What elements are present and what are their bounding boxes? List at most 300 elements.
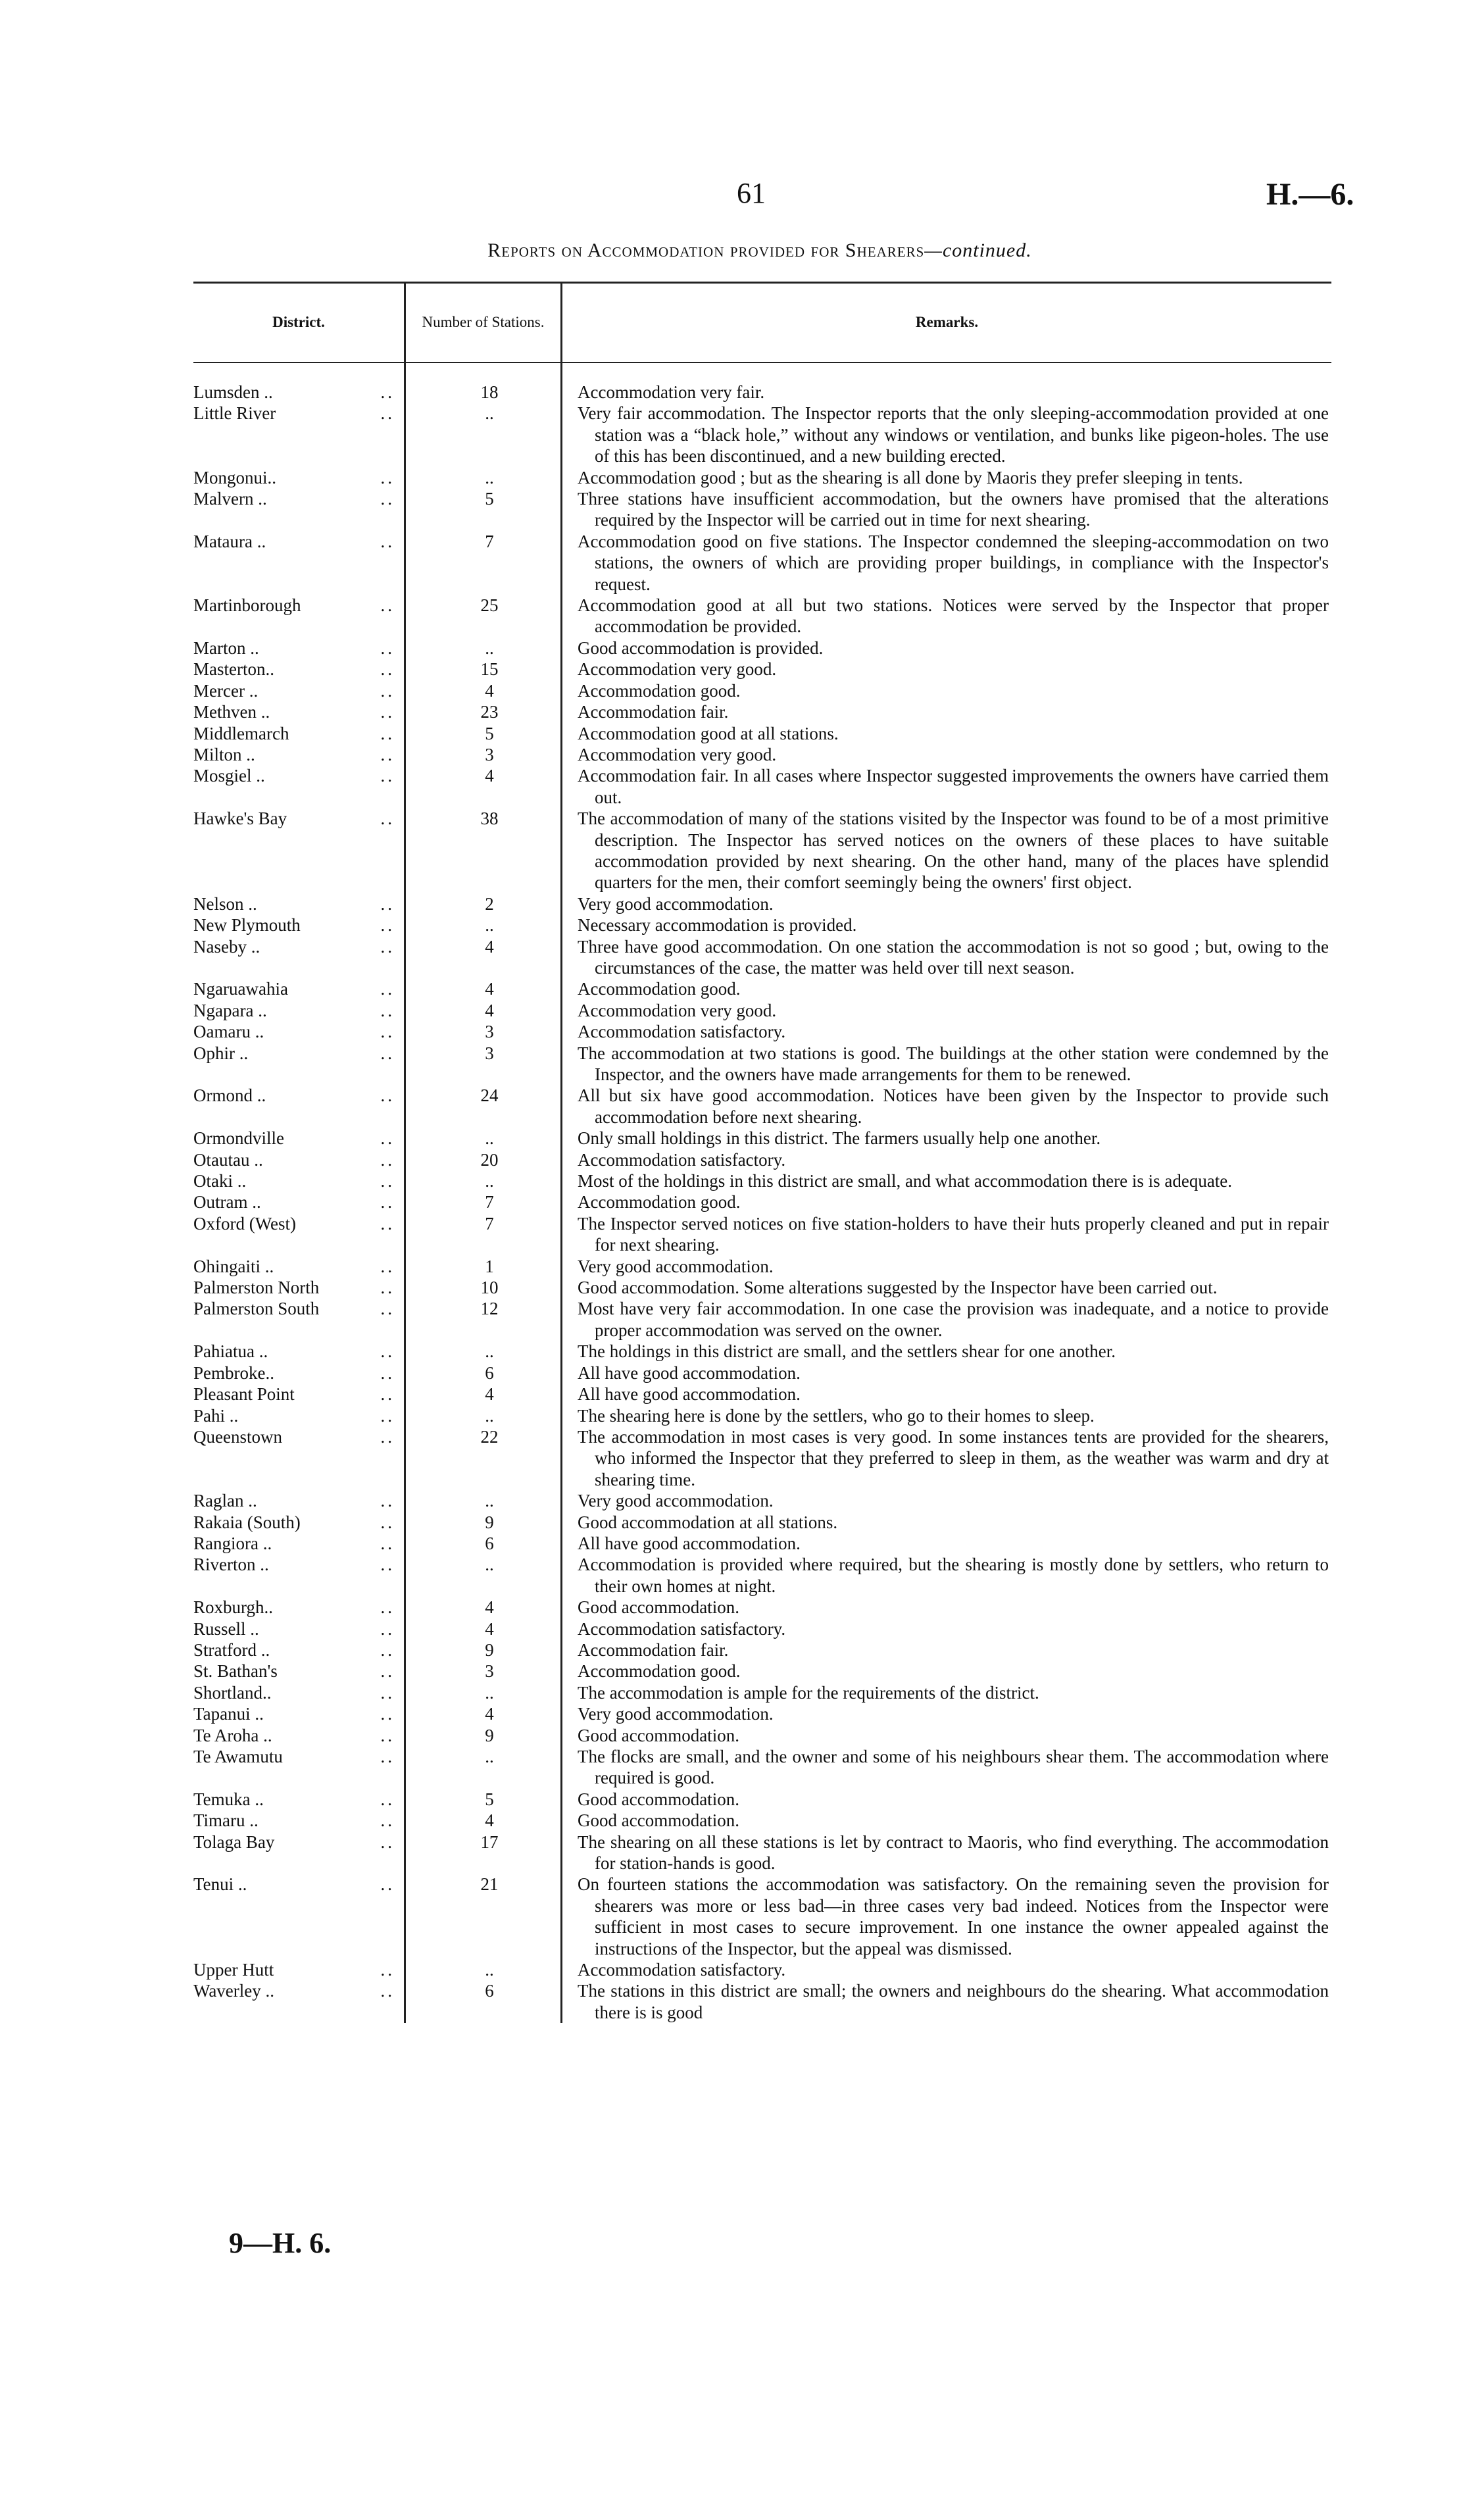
table-row <box>193 1341 1331 1362</box>
district-name: Ohingaiti .. <box>193 1256 274 1276</box>
remarks-cell <box>562 1426 1329 1490</box>
remarks-cell <box>562 637 1329 659</box>
table-row <box>193 701 1331 722</box>
stations-cell: 4 <box>485 979 494 999</box>
district-name: St. Bathan's <box>193 1661 278 1682</box>
remarks-cell <box>562 1043 1329 1085</box>
remarks-cell <box>562 893 1329 914</box>
leader-dots: .. <box>380 489 395 509</box>
district-cell <box>193 1810 404 1831</box>
page-title <box>191 239 1329 262</box>
table-row <box>193 1512 1331 1533</box>
leader-dots: .. <box>380 893 395 914</box>
district-name: Ophir .. <box>193 1043 249 1063</box>
district-name: Mongonui.. <box>193 467 277 487</box>
table-row <box>193 1789 1331 1810</box>
leader-dots: .. <box>380 744 395 764</box>
district-cell <box>193 1874 404 1959</box>
remarks-cell <box>562 659 1329 680</box>
remarks-cell <box>562 1256 1329 1277</box>
remarks-text: On fourteen stations the accommodation was satisfactory. On the remaining seven the provision for shearers was more or less bad—in three cases very bad indeed. Notices from the Inspector were sufficient in most cases to secure improvement. In one instance the owner appealed against the instructions of the Inspector, but the appeal was dismissed. <box>578 1874 1329 1958</box>
district-name: Roxburgh.. <box>193 1597 274 1618</box>
stations-cell: 38 <box>480 809 499 829</box>
stations-cell: 4 <box>485 1810 494 1831</box>
district-cell <box>193 765 404 808</box>
leader-dots: .. <box>380 1789 395 1809</box>
remarks-cell <box>562 1682 1329 1703</box>
stations-cell: 17 <box>480 1832 499 1852</box>
district-name: Lumsden .. <box>193 382 273 402</box>
district-name: Upper Hutt <box>193 1960 274 1980</box>
district-cell <box>193 914 404 935</box>
stations-cell: .. <box>485 1128 494 1149</box>
remarks-text: The shearing on all these stations is let by contract to Maoris, who find everything. The accommodation for station-hands is good. <box>578 1832 1329 1874</box>
table-row <box>193 1213 1331 1256</box>
stations-cell: 4 <box>485 936 494 957</box>
district-name: Mercer .. <box>193 680 259 701</box>
leader-dots: .. <box>380 1000 395 1020</box>
table-row <box>193 1085 1331 1128</box>
remarks-text: Accommodation good. <box>578 979 741 999</box>
table-row <box>193 1832 1331 1874</box>
district-cell <box>193 1191 404 1212</box>
district-name: Pahi .. <box>193 1405 239 1426</box>
remarks-cell <box>562 1128 1329 1149</box>
remarks-cell <box>562 1490 1329 1511</box>
district-name: Pleasant Point <box>193 1384 295 1405</box>
stations-cell: 22 <box>480 1426 499 1447</box>
remarks-text: Accommodation fair. In all cases where Inspector suggested improvements the owners have carried them out. <box>578 766 1329 807</box>
remarks-text: Very good accommodation. <box>578 1704 774 1724</box>
leader-dots: .. <box>380 1874 395 1895</box>
leader-dots: .. <box>380 531 395 551</box>
district-cell <box>193 936 404 979</box>
district-name: Nelson .. <box>193 893 257 914</box>
stations-cell: 7 <box>485 1192 494 1212</box>
table-row <box>193 531 1331 595</box>
remarks-cell <box>562 1213 1329 1256</box>
leader-dots: .. <box>380 1832 395 1852</box>
district-name: Tolaga Bay <box>193 1832 275 1852</box>
district-name: Timaru .. <box>193 1810 259 1831</box>
district-name: Ngapara .. <box>193 1000 267 1020</box>
district-name: Middlemarch <box>193 723 289 743</box>
leader-dots: .. <box>380 1256 395 1276</box>
district-name: Otaki .. <box>193 1171 247 1191</box>
district-name: Pembroke.. <box>193 1362 274 1383</box>
stations-cell: 3 <box>485 1661 494 1682</box>
district-cell <box>193 659 404 680</box>
remarks-text: Accommodation good on five stations. The Inspector condemned the sleeping-accommodation on two stations, the owners of which are providing proper buildings, in compliance with the Inspector's request. <box>578 531 1329 594</box>
remarks-cell <box>562 382 1329 403</box>
table-row <box>193 1554 1331 1597</box>
stations-cell: 4 <box>485 1597 494 1618</box>
remarks-cell <box>562 808 1329 893</box>
district-cell <box>193 1533 404 1554</box>
table-row <box>193 723 1331 744</box>
district-cell <box>193 1298 404 1341</box>
table-row <box>193 1746 1331 1789</box>
district-name: Ngaruawahia <box>193 979 288 999</box>
table-row <box>193 1959 1331 1980</box>
table-row <box>193 488 1331 531</box>
district-name: Rakaia (South) <box>193 1512 301 1532</box>
table-row <box>193 1256 1331 1277</box>
leader-dots: .. <box>380 1022 395 1042</box>
stations-cell: 4 <box>485 1704 494 1724</box>
table-row <box>193 1980 1331 2023</box>
remarks-text: The holdings in this district are small, and the settlers shear for one another. <box>578 1341 1116 1362</box>
remarks-text: Accommodation good. <box>578 1192 741 1212</box>
remarks-text: Good accommodation. <box>578 1789 739 1809</box>
remarks-cell <box>562 1000 1329 1021</box>
table-row <box>193 765 1331 808</box>
leader-dots: .. <box>380 1810 395 1831</box>
table-row <box>193 1149 1331 1170</box>
remarks-text: Very good accommodation. <box>578 1491 774 1511</box>
remarks-text: Accommodation good ; but as the shearing is all done by Maoris they prefer sleeping in tents. <box>578 467 1243 487</box>
remarks-text: Accommodation fair. <box>578 702 729 722</box>
leader-dots: .. <box>380 1533 395 1553</box>
district-cell <box>193 531 404 595</box>
district-name: Hawke's Bay <box>193 809 287 829</box>
district-name: Shortland.. <box>193 1682 272 1703</box>
header-remarks: Remarks. <box>915 313 979 330</box>
table-row <box>193 936 1331 979</box>
remarks-text: The flocks are small, and the owner and some of his neighbours shear them. The accommodation where required is good. <box>578 1747 1329 1788</box>
remarks-cell <box>562 723 1329 744</box>
district-cell <box>193 637 404 659</box>
district-name: Russell .. <box>193 1618 259 1639</box>
remarks-text: Accommodation satisfactory. <box>578 1618 786 1639</box>
remarks-cell <box>562 1384 1329 1405</box>
remarks-text: Three have good accommodation. On one station the accommodation is not so good ; but, owing to the circumstances of the case, the matter was held over till next season. <box>578 936 1329 978</box>
district-name: Te Awamutu <box>193 1747 283 1766</box>
district-cell <box>193 1682 404 1703</box>
remarks-cell <box>562 1149 1329 1170</box>
remarks-cell <box>562 765 1329 808</box>
remarks-text: Accommodation satisfactory. <box>578 1149 786 1170</box>
stations-cell: 25 <box>480 595 499 616</box>
district-name: Ormond .. <box>193 1085 266 1106</box>
remarks-cell <box>562 1277 1329 1298</box>
leader-dots: .. <box>380 382 395 402</box>
remarks-text: Accommodation is provided where required, but the shearing is mostly done by settlers, who return to their own homes at night. <box>578 1555 1329 1596</box>
district-cell <box>193 1746 404 1789</box>
district-cell <box>193 382 404 403</box>
remarks-cell <box>562 1832 1329 1874</box>
stations-cell: 6 <box>485 1362 494 1383</box>
district-cell <box>193 1341 404 1362</box>
stations-cell: 5 <box>485 1789 494 1809</box>
table-row <box>193 680 1331 701</box>
district-cell <box>193 744 404 765</box>
remarks-text: Very good accommodation. <box>578 893 774 914</box>
header-district: District. <box>272 313 325 330</box>
remarks-cell <box>562 1959 1329 1980</box>
remarks-text: The accommodation at two stations is good. The buildings at the other station were condemned by the Inspector, and the owners have made arrangements for them to be renewed. <box>578 1043 1329 1084</box>
leader-dots: .. <box>380 1043 395 1063</box>
district-cell <box>193 893 404 914</box>
stations-cell: .. <box>485 1405 494 1426</box>
table-row <box>193 808 1331 893</box>
leader-dots: .. <box>380 1085 395 1106</box>
district-name: Mataura .. <box>193 531 266 551</box>
district-cell <box>193 595 404 637</box>
stations-cell: 1 <box>485 1256 494 1276</box>
remarks-text: The accommodation is ample for the requirements of the district. <box>578 1682 1039 1703</box>
remarks-text: Accommodation very fair. <box>578 382 765 402</box>
remarks-text: Accommodation very good. <box>578 659 777 680</box>
remarks-cell <box>562 1362 1329 1384</box>
leader-dots: .. <box>380 766 395 786</box>
table-row <box>193 637 1331 659</box>
table-row <box>193 382 1331 403</box>
district-cell <box>193 680 404 701</box>
stations-cell: 4 <box>485 1384 494 1405</box>
stations-cell: .. <box>485 637 494 658</box>
remarks-cell <box>562 1597 1329 1618</box>
table-row <box>193 1490 1331 1511</box>
district-cell <box>193 1000 404 1021</box>
table-row <box>193 1703 1331 1724</box>
remarks-cell <box>562 595 1329 637</box>
stations-cell: 2 <box>485 893 494 914</box>
stations-cell: 4 <box>485 1618 494 1639</box>
leader-dots: .. <box>380 1704 395 1724</box>
leader-dots: .. <box>380 1981 395 2001</box>
district-cell <box>193 1149 404 1170</box>
district-cell <box>193 1512 404 1533</box>
leader-dots: .. <box>380 595 395 616</box>
remarks-cell <box>562 488 1329 531</box>
district-cell <box>193 1213 404 1256</box>
remarks-cell <box>562 1341 1329 1362</box>
remarks-text: Accommodation fair. <box>578 1639 729 1660</box>
table-row <box>193 1128 1331 1149</box>
stations-cell: 4 <box>485 766 494 786</box>
district-cell <box>193 1980 404 2023</box>
stations-cell: .. <box>485 1491 494 1511</box>
district-cell <box>193 1490 404 1511</box>
stations-cell: 23 <box>480 702 499 722</box>
table-row <box>193 1000 1331 1021</box>
table-row <box>193 595 1331 637</box>
remarks-cell <box>562 403 1329 466</box>
district-name: Naseby .. <box>193 936 260 957</box>
district-cell <box>193 1128 404 1149</box>
table-row <box>193 1682 1331 1703</box>
district-name: New Plymouth <box>193 915 301 935</box>
remarks-text: Three stations have insufficient accommodation, but the owners have promised that the alterations required by the Inspector will be carried out in time for next shearing. <box>578 489 1329 530</box>
remarks-text: The accommodation in most cases is very good. In some instances tents are provided for the shearers, who informed the Inspector that they preferred to sleep in them, as the weather was warm and dry at shearing time. <box>578 1426 1329 1489</box>
district-name: Masterton.. <box>193 659 274 680</box>
stations-cell: 9 <box>485 1512 494 1532</box>
table-row <box>193 1405 1331 1426</box>
district-cell <box>193 1277 404 1298</box>
accommodation-table <box>193 382 1331 2023</box>
district-name: Tenui .. <box>193 1874 247 1895</box>
leader-dots: .. <box>380 1597 395 1618</box>
page-number: 61 <box>737 177 766 209</box>
leader-dots: .. <box>380 936 395 957</box>
remarks-cell <box>562 467 1329 488</box>
table-row <box>193 403 1331 466</box>
leader-dots: .. <box>380 659 395 680</box>
remarks-text: Good accommodation. <box>578 1725 739 1745</box>
remarks-text: The shearing here is done by the settlers, who go to their homes to sleep. <box>578 1405 1095 1426</box>
table-row <box>193 1362 1331 1384</box>
remarks-text: Good accommodation is provided. <box>578 637 824 658</box>
leader-dots: .. <box>380 1192 395 1212</box>
table-row <box>193 467 1331 488</box>
footer-signature: 9—H. 6. <box>229 2227 332 2259</box>
leader-dots: .. <box>380 1213 395 1234</box>
district-name: Little River <box>193 403 276 424</box>
leader-dots: .. <box>380 1960 395 1980</box>
district-cell <box>193 467 404 488</box>
remarks-cell <box>562 1874 1329 1959</box>
remarks-text: Good accommodation. <box>578 1597 739 1618</box>
remarks-cell <box>562 978 1329 999</box>
remarks-text: All have good accommodation. <box>578 1533 801 1553</box>
remarks-cell <box>562 1725 1329 1746</box>
district-name: Otautau .. <box>193 1149 263 1170</box>
district-name: Riverton .. <box>193 1555 269 1575</box>
district-name: Oxford (West) <box>193 1213 297 1234</box>
remarks-text: Accommodation very good. <box>578 1000 777 1020</box>
table-row <box>193 1298 1331 1341</box>
remarks-cell <box>562 701 1329 722</box>
stations-cell: 24 <box>480 1085 499 1106</box>
remarks-cell <box>562 744 1329 765</box>
table-row <box>193 1384 1331 1405</box>
table-row <box>193 1021 1331 1042</box>
leader-dots: .. <box>380 1149 395 1170</box>
district-cell <box>193 1170 404 1191</box>
leader-dots: .. <box>380 1682 395 1703</box>
district-name: Marton .. <box>193 637 259 658</box>
remarks-cell <box>562 1085 1329 1128</box>
remarks-cell <box>562 1746 1329 1789</box>
leader-dots: .. <box>380 1661 395 1682</box>
stations-cell: 3 <box>485 744 494 764</box>
remarks-text: Only small holdings in this district. The farmers usually help one another. <box>578 1128 1101 1149</box>
remarks-cell <box>562 1789 1329 1810</box>
remarks-cell <box>562 1298 1329 1341</box>
leader-dots: .. <box>380 1362 395 1383</box>
district-cell <box>193 1703 404 1724</box>
table-row <box>193 978 1331 999</box>
remarks-text: Good accommodation. Some alterations suggested by the Inspector have been carried out. <box>578 1278 1218 1298</box>
district-cell <box>193 1085 404 1128</box>
district-name: Malvern .. <box>193 489 267 509</box>
stations-cell: .. <box>485 1682 494 1703</box>
table-row <box>193 914 1331 935</box>
stations-cell: 21 <box>480 1874 499 1895</box>
stations-cell: .. <box>485 915 494 935</box>
remarks-text: Very fair accommodation. The Inspector reports that the only sleeping-accommodation provided at one station was a “black hole,” without any windows or ventilation, and bunks like pigeon-holes. The use of this has been discontinued, and a new building erected. <box>578 403 1329 466</box>
district-name: Te Aroha .. <box>193 1725 272 1745</box>
district-cell <box>193 1384 404 1405</box>
remarks-cell <box>562 1810 1329 1831</box>
district-cell <box>193 1362 404 1384</box>
remarks-text: Accommodation very good. <box>578 744 777 764</box>
title-continued: —continued. <box>924 239 1032 261</box>
remarks-cell <box>562 531 1329 595</box>
remarks-text: All have good accommodation. <box>578 1362 801 1383</box>
district-cell <box>193 1426 404 1490</box>
remarks-text: Accommodation satisfactory. <box>578 1022 786 1042</box>
remarks-cell <box>562 1554 1329 1597</box>
remarks-cell <box>562 1703 1329 1724</box>
table-row <box>193 1191 1331 1212</box>
remarks-cell <box>562 1512 1329 1533</box>
district-name: Milton .. <box>193 744 255 764</box>
district-cell <box>193 1597 404 1618</box>
stations-cell: 4 <box>485 680 494 701</box>
district-name: Mosgiel .. <box>193 766 265 786</box>
table-row <box>193 744 1331 765</box>
leader-dots: .. <box>380 1128 395 1149</box>
header-rule <box>193 362 1331 363</box>
district-cell <box>193 723 404 744</box>
stations-cell: 15 <box>480 659 499 680</box>
remarks-cell <box>562 936 1329 979</box>
stations-cell: 10 <box>480 1278 499 1298</box>
leader-dots: .. <box>380 723 395 743</box>
stations-cell: 4 <box>485 1000 494 1020</box>
stations-cell: 20 <box>480 1149 499 1170</box>
district-name: Raglan .. <box>193 1491 257 1511</box>
district-cell <box>193 1639 404 1660</box>
leader-dots: .. <box>380 1512 395 1532</box>
stations-cell: 18 <box>480 382 499 402</box>
district-name: Rangiora .. <box>193 1533 272 1553</box>
table-row <box>193 1533 1331 1554</box>
remarks-text: Accommodation good at all stations. <box>578 723 839 743</box>
leader-dots: .. <box>380 1555 395 1575</box>
remarks-text: Good accommodation at all stations. <box>578 1512 838 1532</box>
district-name: Ormondville <box>193 1128 284 1149</box>
remarks-text: Most of the holdings in this district are small, and what accommodation there is is adequate. <box>578 1171 1233 1191</box>
stations-cell: 6 <box>485 1981 494 2001</box>
stations-cell: 6 <box>485 1533 494 1553</box>
district-name: Tapanui .. <box>193 1704 264 1724</box>
remarks-cell <box>562 1618 1329 1639</box>
remarks-cell <box>562 1021 1329 1042</box>
table-row <box>193 1639 1331 1660</box>
district-cell <box>193 1554 404 1597</box>
remarks-text: Accommodation good. <box>578 1661 741 1682</box>
remarks-text: The stations in this district are small; the owners and neighbours do the shearing. What accommodation there is is good <box>578 1981 1329 2022</box>
leader-dots: .. <box>380 1171 395 1191</box>
stations-cell: 12 <box>480 1299 499 1319</box>
remarks-text: Accommodation good. <box>578 680 741 701</box>
leader-dots: .. <box>380 1491 395 1511</box>
stations-cell: .. <box>485 1341 494 1362</box>
district-cell <box>193 1021 404 1042</box>
leader-dots: .. <box>380 702 395 722</box>
district-cell <box>193 808 404 893</box>
district-cell <box>193 1405 404 1426</box>
remarks-cell <box>562 1660 1329 1682</box>
district-cell <box>193 1725 404 1746</box>
district-name: Palmerston South <box>193 1299 320 1319</box>
district-name: Oamaru .. <box>193 1022 264 1042</box>
district-cell <box>193 1660 404 1682</box>
district-cell <box>193 1789 404 1810</box>
